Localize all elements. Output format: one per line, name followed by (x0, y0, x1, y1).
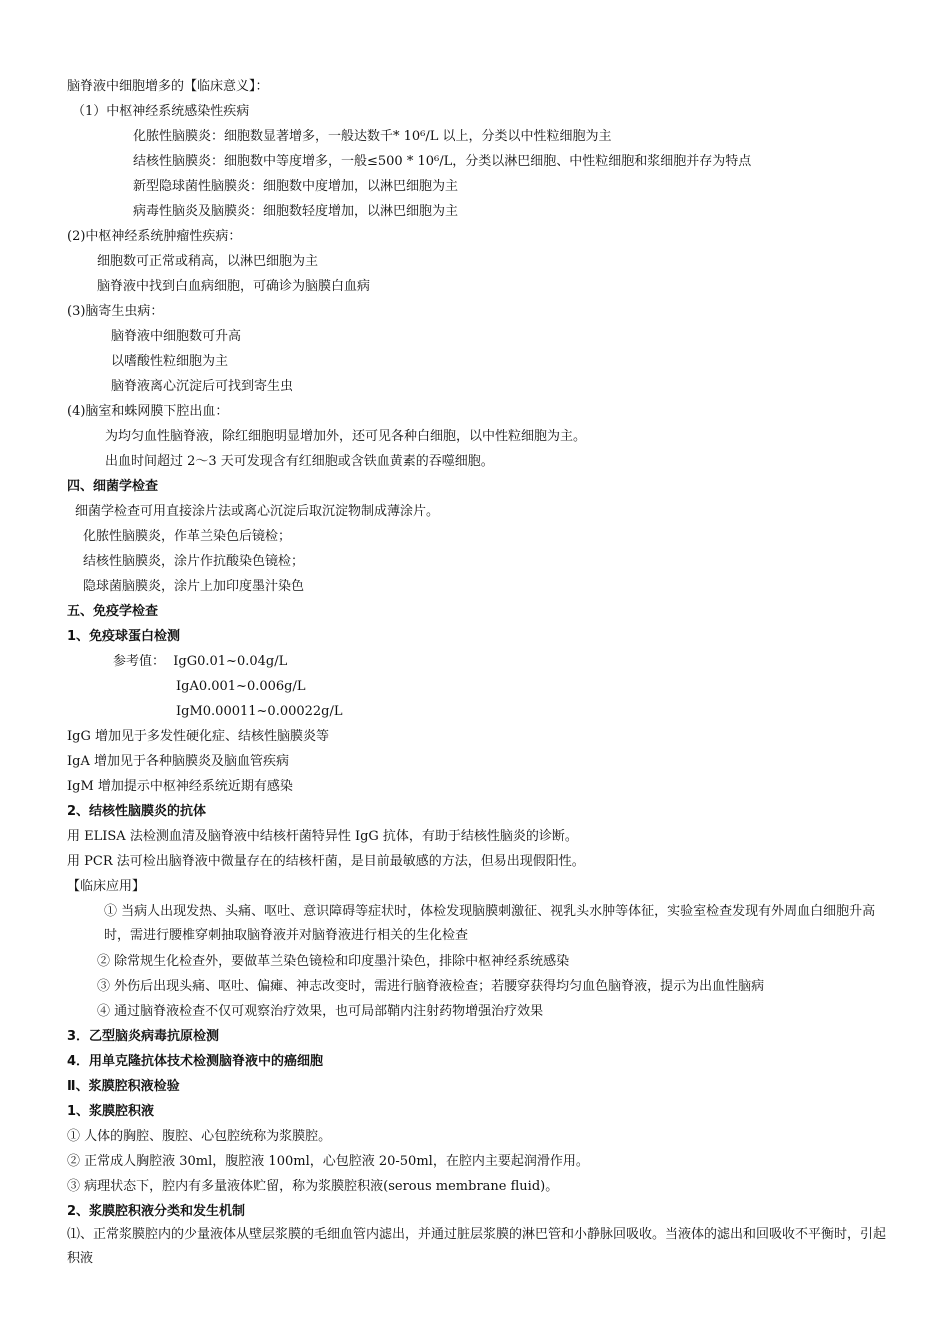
text-line: 化脓性脑膜炎，作革兰染色后镜检； (83, 529, 292, 544)
text-line: (4)脑室和蛛网膜下腔出血： (67, 404, 229, 419)
section-heading: 1、浆膜腔积液 (67, 1104, 155, 1119)
text-line: 脑脊液中找到白血病细胞，可确诊为脑膜白血病 (97, 279, 371, 294)
text-line: 细胞数可正常或稍高，以淋巴细胞为主 (97, 254, 319, 269)
text-line: 用 PCR 法可检出脑脊液中微量存在的结核杆菌，是目前最敏感的方法，但易出现假阳性。 (67, 854, 585, 869)
text-line: （1）中枢神经系统感染性疾病 (72, 104, 250, 119)
section-heading: 2、浆膜腔积液分类和发生机制 (67, 1204, 246, 1219)
text-line: (2)中枢神经系统肿瘤性疾病： (67, 229, 242, 244)
text-line: 【临床应用】 (67, 879, 146, 894)
section-heading: 3．乙型脑炎病毒抗原检测 (67, 1029, 220, 1044)
text-line: ⑴、正常浆膜腔内的少量液体从壁层浆膜的毛细血管内滤出，并通过脏层浆膜的淋巴管和小静脉回吸收。当液体的滤出和回吸收不平衡时，引起积液 (67, 1227, 887, 1266)
text-line: 参考值： IgG0.01~0.04g/L (113, 654, 288, 669)
section-heading: Ⅱ、浆膜腔积液检验 (67, 1079, 180, 1094)
text-line: 脑脊液中细胞增多的【临床意义】： (67, 79, 269, 94)
section-heading: 1、免疫球蛋白检测 (67, 629, 181, 644)
text-line: 病毒性脑炎及脑膜炎：细胞数轻度增加，以淋巴细胞为主 (133, 204, 459, 219)
section-heading: 五、免疫学检查 (67, 604, 159, 619)
text-line: ② 除常规生化检查外，要做革兰染色镜检和印度墨汁染色，排除中枢神经系统感染 (97, 954, 570, 969)
section-heading: 四、细菌学检查 (67, 479, 159, 494)
text-line: 为均匀血性脑脊液，除红细胞明显增加外，还可见各种白细胞，以中性粒细胞为主。 (105, 429, 587, 444)
text-line: 细菌学检查可用直接涂片法或离心沉淀后取沉淀物制成薄涂片。 (75, 504, 440, 519)
text-line: 出血时间超过 2～3 天可发现含有红细胞或含铁血黄素的吞噬细胞。 (105, 454, 494, 469)
text-line: 新型隐球菌性脑膜炎：细胞数中度增加，以淋巴细胞为主 (133, 179, 459, 194)
text-line: ③ 外伤后出现头痛、呕吐、偏瘫、神志改变时，需进行脑脊液检查；若腰穿获得均匀血色脑脊液，提示为出血性脑病 (97, 979, 765, 994)
text-line: 结核性脑膜炎：细胞数中等度增多，一般≤500 * 10⁶/L，分类以淋巴细胞、中性粒细胞和浆细胞并存为特点 (133, 154, 752, 169)
text-line: 脑脊液中细胞数可升高 (111, 329, 242, 344)
text-line: (3)脑寄生虫病： (67, 304, 164, 319)
text-line: IgG 增加见于多发性硬化症、结核性脑膜炎等 (67, 729, 329, 744)
text-line: 以嗜酸性粒细胞为主 (111, 354, 229, 369)
text-line: ③ 病理状态下，腔内有多量液体贮留，称为浆膜腔积液(serous membrane fluid)。 (67, 1179, 559, 1194)
text-line: ② 正常成人胸腔液 30ml，腹腔液 100ml，心包腔液 20-50ml，在腔内主要起润滑作用。 (67, 1154, 589, 1169)
text-line: 用 ELISA 法检测血清及脑脊液中结核杆菌特异性 IgG 抗体，有助于结核性脑炎的诊断。 (67, 829, 578, 844)
text-line: IgA 增加见于各种脑膜炎及脑血管疾病 (67, 754, 289, 769)
text-line: IgM0.00011~0.00022g/L (176, 704, 343, 719)
text-line: IgA0.001~0.006g/L (176, 679, 306, 694)
text-line: ① 人体的胸腔、腹腔、心包腔统称为浆膜腔。 (67, 1129, 332, 1144)
text-line: 脑脊液离心沉淀后可找到寄生虫 (111, 379, 294, 394)
text-line: ④ 通过脑脊液检查不仅可观察治疗效果，也可局部鞘内注射药物增强治疗效果 (97, 1004, 544, 1019)
text-line: 化脓性脑膜炎：细胞数显著增多，一般达数千* 10⁶/L 以上，分类以中性粒细胞为主 (133, 129, 612, 144)
text-line: IgM 增加提示中枢神经系统近期有感染 (67, 779, 293, 794)
section-heading: 2、结核性脑膜炎的抗体 (67, 804, 207, 819)
text-line: 隐球菌脑膜炎，涂片上加印度墨汁染色 (83, 579, 305, 594)
text-line: ① 当病人出现发热、头痛、呕吐、意识障碍等症状时，体检发现脑膜刺激征、视乳头水肿等体征，实验室检查发现有外周血白细胞升高时，需进行腰椎穿刺抽取脑脊液并对脑脊液进行相关的生化检查 (104, 904, 876, 943)
section-heading: 4．用单克隆抗体技术检测脑脊液中的癌细胞 (67, 1054, 324, 1069)
text-line: 结核性脑膜炎，涂片作抗酸染色镜检； (83, 554, 305, 569)
